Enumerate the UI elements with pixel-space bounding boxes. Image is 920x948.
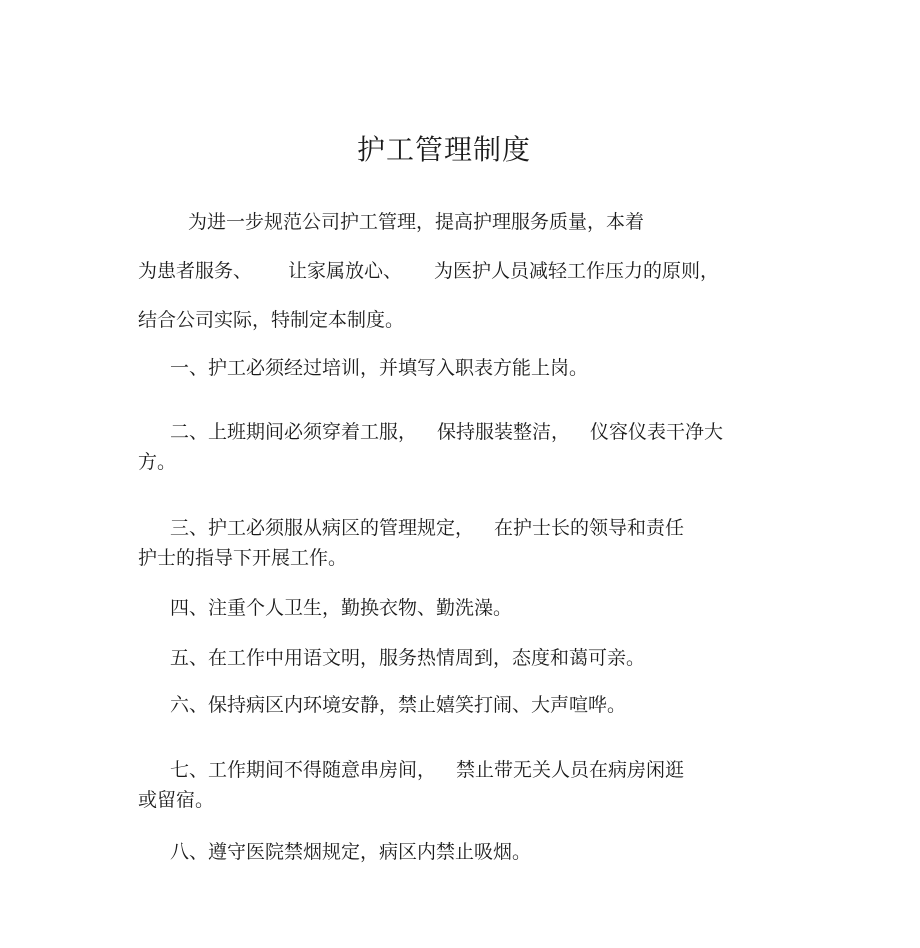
rule-6-text: 六、保持病区内环境安静，禁止嬉笑打闹、大声喧哗。	[170, 694, 627, 716]
rule-2-part-d: 方。	[138, 451, 177, 473]
rule-5-text: 五、在工作中用语文明，服务热情周到，态度和蔼可亲。	[170, 647, 646, 669]
document-title: 护工管理制度	[356, 133, 531, 166]
rule-6	[170, 690, 626, 720]
rule-2-part-a: 二、上班期间必须穿着工服，	[170, 421, 418, 443]
rule-7-part-a: 七、工作期间不得随意串房间，	[170, 759, 437, 781]
rule-1-text: 一、护工必须经过培训，并填写入职表方能上岗。	[170, 357, 589, 379]
intro-line-3-text: 结合公司实际，特制定本制度。	[138, 309, 405, 331]
rule-3-part-b: 在护士长的领导和责任	[494, 517, 685, 539]
rule-3-part-a: 三、护工必须服从病区的管理规定，	[170, 517, 475, 539]
rule-1	[170, 353, 588, 383]
rule-3-part-c: 护士的指导下开展工作。	[138, 547, 348, 569]
rule-7-part-c: 或留宿。	[138, 789, 215, 811]
intro-line-2-part-a: 为患者服务、	[138, 260, 253, 282]
intro-line-2-part-b: 让家属放心、	[288, 260, 403, 282]
rule-4-text: 四、注重个人卫生，勤换衣物、勤洗澡。	[170, 597, 513, 619]
rule-4	[170, 593, 512, 623]
rule-8	[170, 837, 531, 867]
rule-2-line-2	[138, 447, 176, 477]
rule-8-text: 八、遵守医院禁烟规定，病区内禁止吸烟。	[170, 841, 532, 863]
rule-3-line-2	[138, 543, 347, 573]
rule-7-line-1	[170, 755, 684, 785]
intro-line-2	[138, 256, 719, 286]
rule-2-part-c: 仪容仪表干净大	[590, 421, 724, 443]
intro-line-1	[188, 207, 644, 237]
rule-3-line-1	[170, 513, 684, 543]
rule-7-line-2	[138, 785, 214, 815]
rule-2-part-b: 保持服装整洁，	[437, 421, 571, 443]
intro-line-3	[138, 305, 404, 335]
intro-line-1-text: 为进一步规范公司护工管理，提高护理服务质量，本着	[188, 211, 645, 233]
rule-2-line-1	[170, 417, 723, 447]
intro-line-2-part-c: 为医护人员减轻工作压力的原则，	[434, 260, 720, 282]
rule-7-part-b: 禁止带无关人员在病房闲逛	[456, 759, 685, 781]
rule-5	[170, 643, 645, 673]
